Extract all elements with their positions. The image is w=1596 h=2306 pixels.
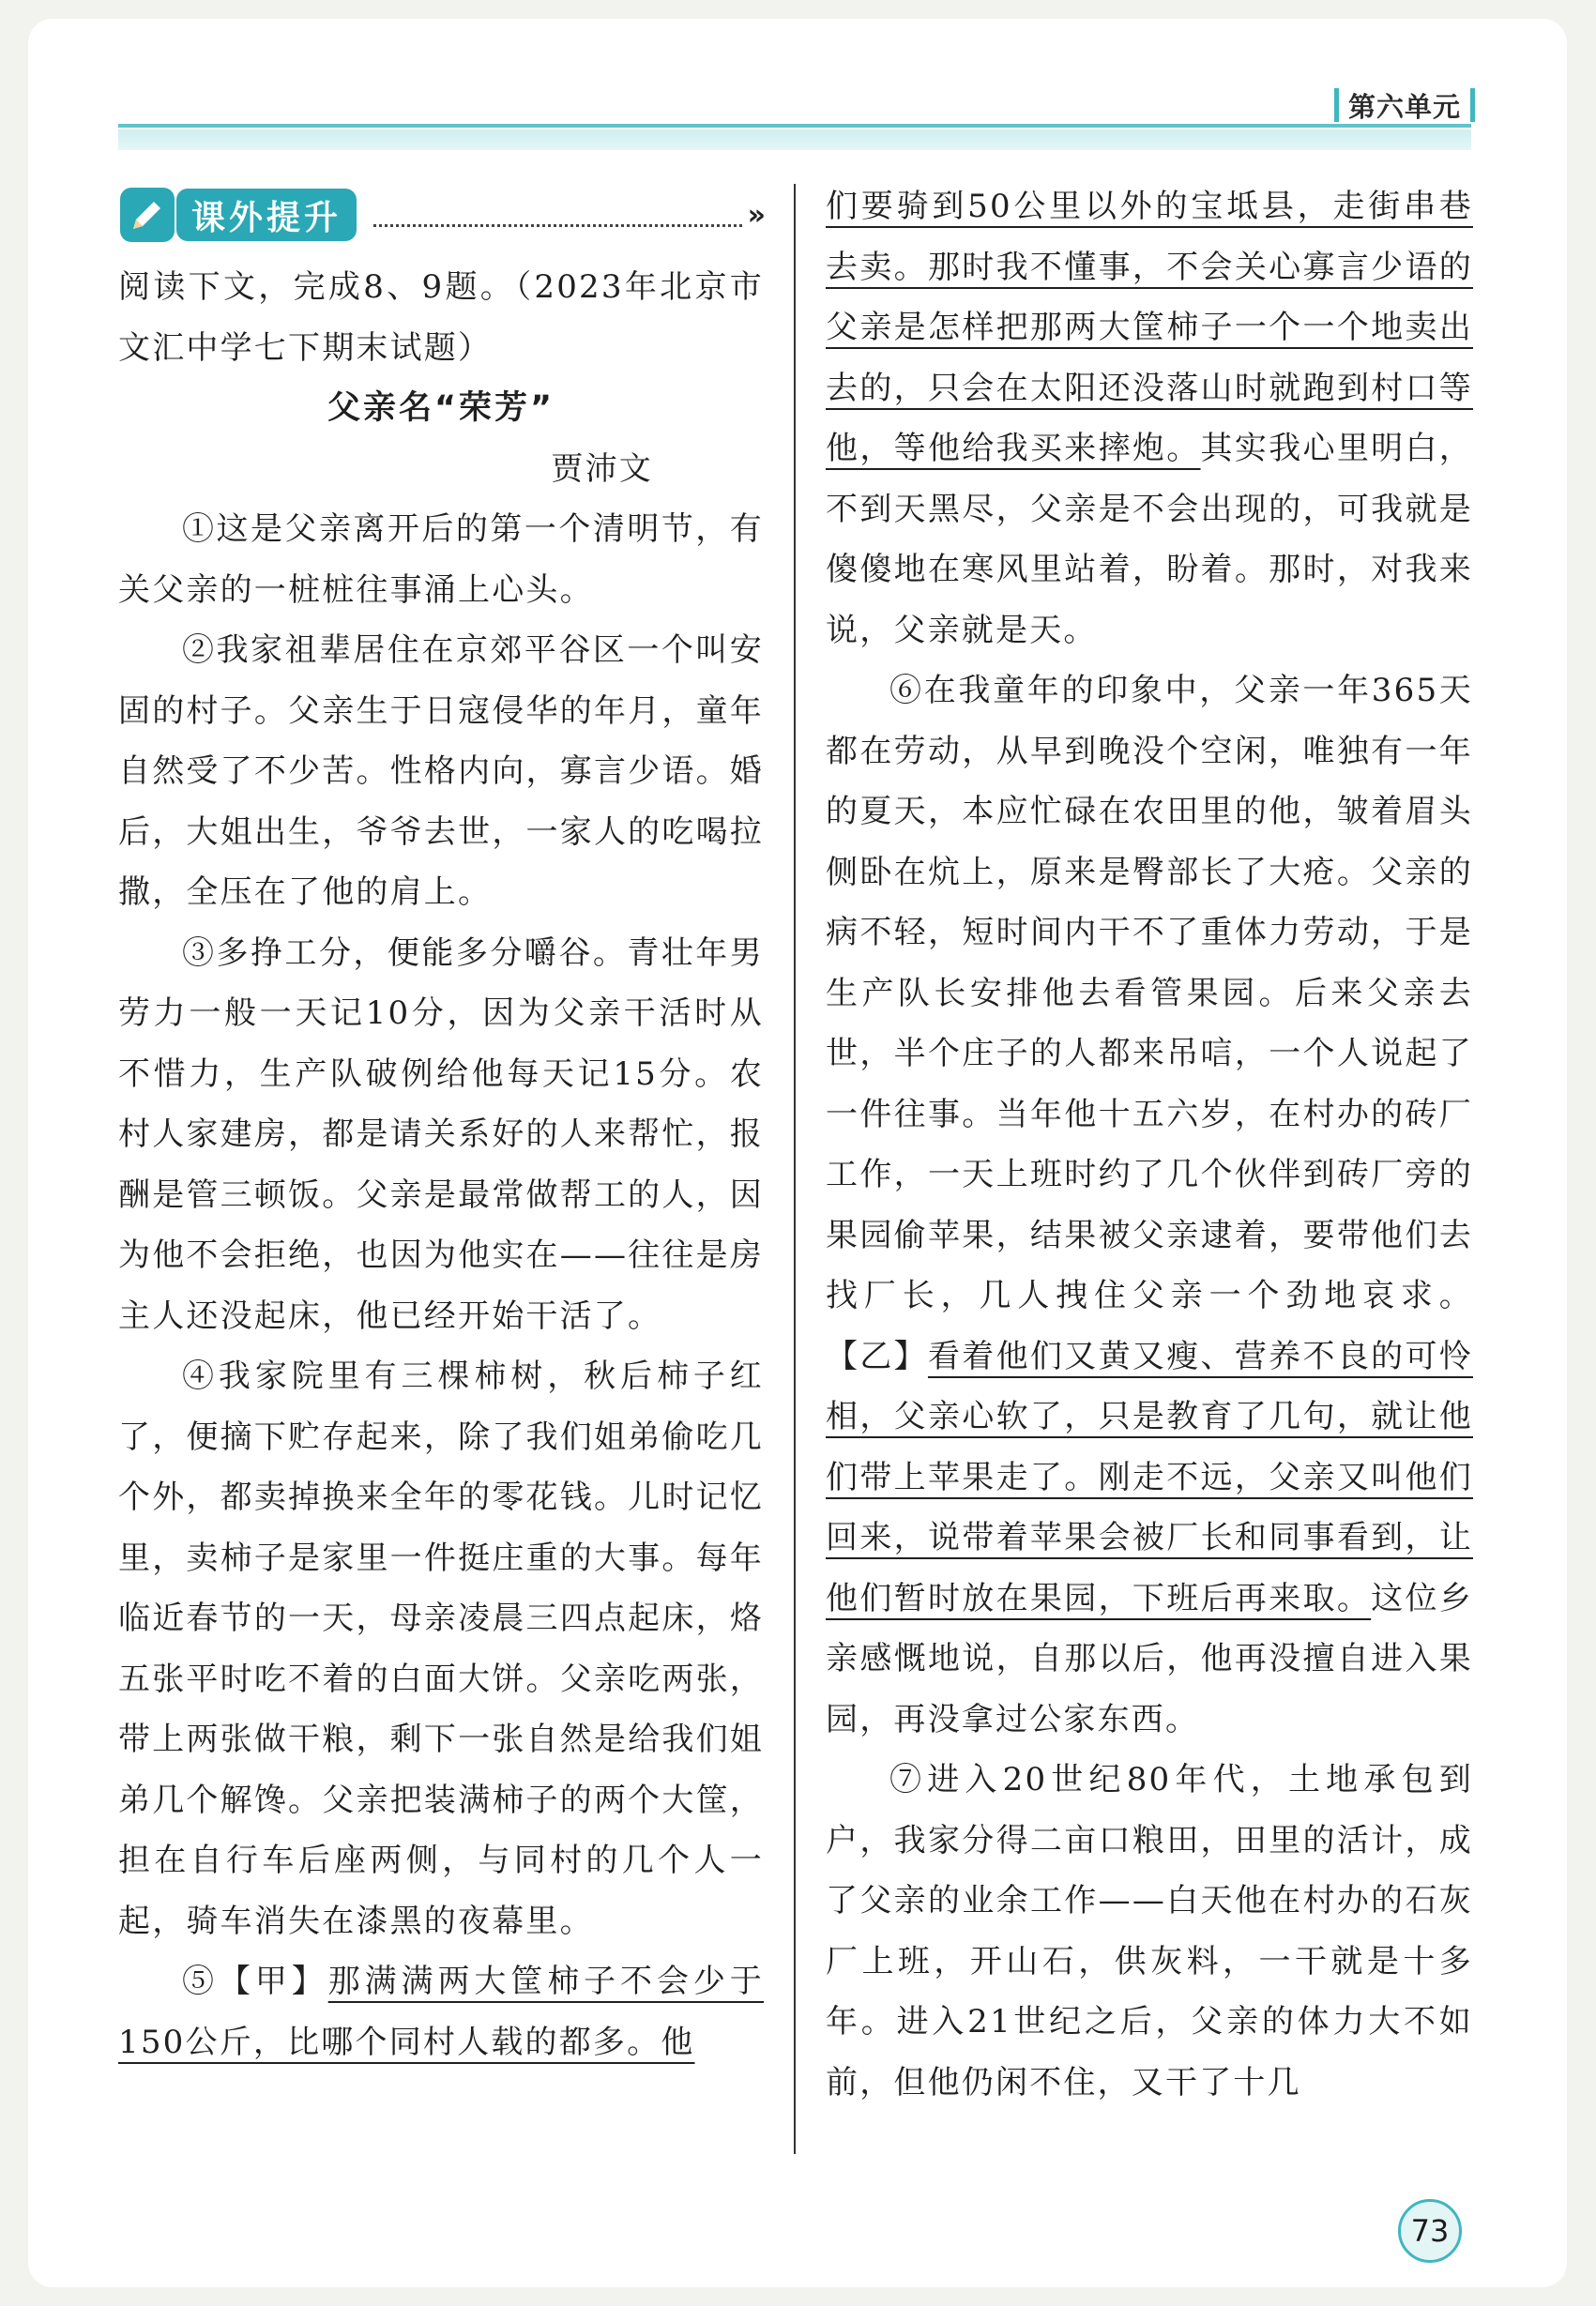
page-number: 73 (1398, 2199, 1462, 2263)
unit-tag (1325, 86, 1484, 124)
paragraph-5-start (118, 1951, 764, 2072)
pencil-icon (120, 188, 175, 242)
underlined-yi: 看着他们又黄又瘦、营养不良的可怜相，父亲心软了，只是教育了几句，就让他们带上苹果走了。刚走不远，父亲又叫他们回来，说带着苹果会被厂长和同事看到，让他们暂时放在果园，下班后再来取。 (826, 1337, 1473, 1617)
paragraph-4: ④我家院里有三棵柿树，秋后柿子红了，便摘下贮存起来，除了我们姐弟偷吃几个外，都卖掉换来全年的零花钱。儿时记忆里，卖柿子是家里一件挺庄重的大事。每年临近春节的一天，母亲凌晨三四点起床，烙五张平时吃不着的白面大饼。父亲吃两张，带上两张做干粮，剩下一张自然是给我们姐弟几个解馋。父亲把装满柿子的两个大筐，担在自行车后座两侧，与同村的几个人一起，骑车消失在漆黑的夜幕里。 (118, 1358, 764, 1940)
dotted-leader (373, 204, 742, 227)
paragraph-6 (826, 660, 1473, 1750)
paragraph-5-rest: 其实我心里明白，不到天黑尽，父亲是不会出现的，可我就是傻傻地在寒风里站着，盼着。那时，对我来说，父亲就是天。 (826, 430, 1473, 649)
mark-yi: 【乙】 (826, 1337, 928, 1375)
double-arrow-icon: » (747, 198, 766, 232)
paragraph-2: ②我家祖辈居住在京郊平谷区一个叫安固的村子。父亲生于日寇侵华的年月，童年自然受了不少苦。性格内向，寡言少语。婚后，大姐出生，爷爷去世，一家人的吃喝拉撒，全压在了他的肩上。 (118, 631, 764, 911)
mark-jia: ⑤【甲】 (182, 1963, 328, 2000)
section-title: 课外提升 (176, 189, 357, 241)
paragraph-1: ①这是父亲离开后的第一个清明节，有关父亲的一桩桩往事涌上心头。 (118, 510, 764, 609)
underlined-jia-part2: 们要骑到50公里以外的宝坻县，走街串巷去卖。那时我不懂事，不会关心寡言少语的父亲是怎样把那两大筐柿子一个一个地卖出去的，只会在太阳还没落山时就跑到村口等他，等他给我买来摔炮。 (826, 188, 1473, 467)
left-column (118, 257, 764, 2072)
right-column (826, 176, 1473, 2113)
column-divider (794, 184, 796, 2154)
paragraph-3: ③多挣工分，便能多分嚼谷。青壮年男劳力一般一天记10分，因为父亲干活时从不惜力，生产队破例给他每天记15分。农村人家建房，都是请关系好的人来帮忙，报酬是管三顿饭。父亲是最常做帮工的人，因为他不会拒绝，也因为他实在——往往是房主人还没起床，他已经开始干活了。 (118, 933, 764, 1335)
unit-bar-right (1470, 88, 1475, 122)
unit-bar-left (1334, 88, 1339, 122)
paragraph-5-continued (826, 176, 1473, 660)
underlined-jia-part1: 那满满两大筐柿子不会少于150公斤，比哪个同村人载的都多。他 (118, 1963, 764, 2061)
paragraph-7: ⑦进入20世纪80年代，土地承包到户，我家分得二亩口粮田，田里的活计，成了父亲的业余工作——白天他在村办的石灰厂上班，开山石，供灰料，一干就是十多年。进入21世纪之后，父亲的体力大不如前，但他仍闲不住，又干了十几 (826, 1761, 1473, 2101)
header-rule (118, 124, 1471, 128)
header-band (118, 129, 1471, 150)
article-author: 贾沛文 (551, 449, 653, 488)
paragraph-6-text: ⑥在我童年的印象中，父亲一年365天都在劳动，从早到晚没个空闲，唯独有一年的夏天，本应忙碌在农田里的他，皱着眉头侧卧在炕上，原来是臀部长了大疮。父亲的病不轻，短时间内干不了重体力劳动，于是生产队长安排他去看管果园。后来父亲去世，半个庄子的人都来吊唁，一个人说起了一件往事。当年他十五六岁，在村办的砖厂工作，一天上班时约了几个伙伴到砖厂旁的果园偷苹果，结果被父亲逮着，要带他们去找厂长，几人拽住父亲一个劲地哀求。 (826, 672, 1473, 1314)
unit-label: 第六单元 (1348, 90, 1462, 123)
paragraph-6-end: 这位乡亲感慨地说，自那以后，他再没擅自进入果园，再没拿过公家东西。 (826, 1579, 1473, 1738)
section-banner (120, 186, 766, 244)
article-title: 父亲名“荣芳” (327, 389, 555, 427)
instruction: 阅读下文，完成8、9题。（2023年北京市文汇中学七下期末试题） (118, 268, 764, 367)
